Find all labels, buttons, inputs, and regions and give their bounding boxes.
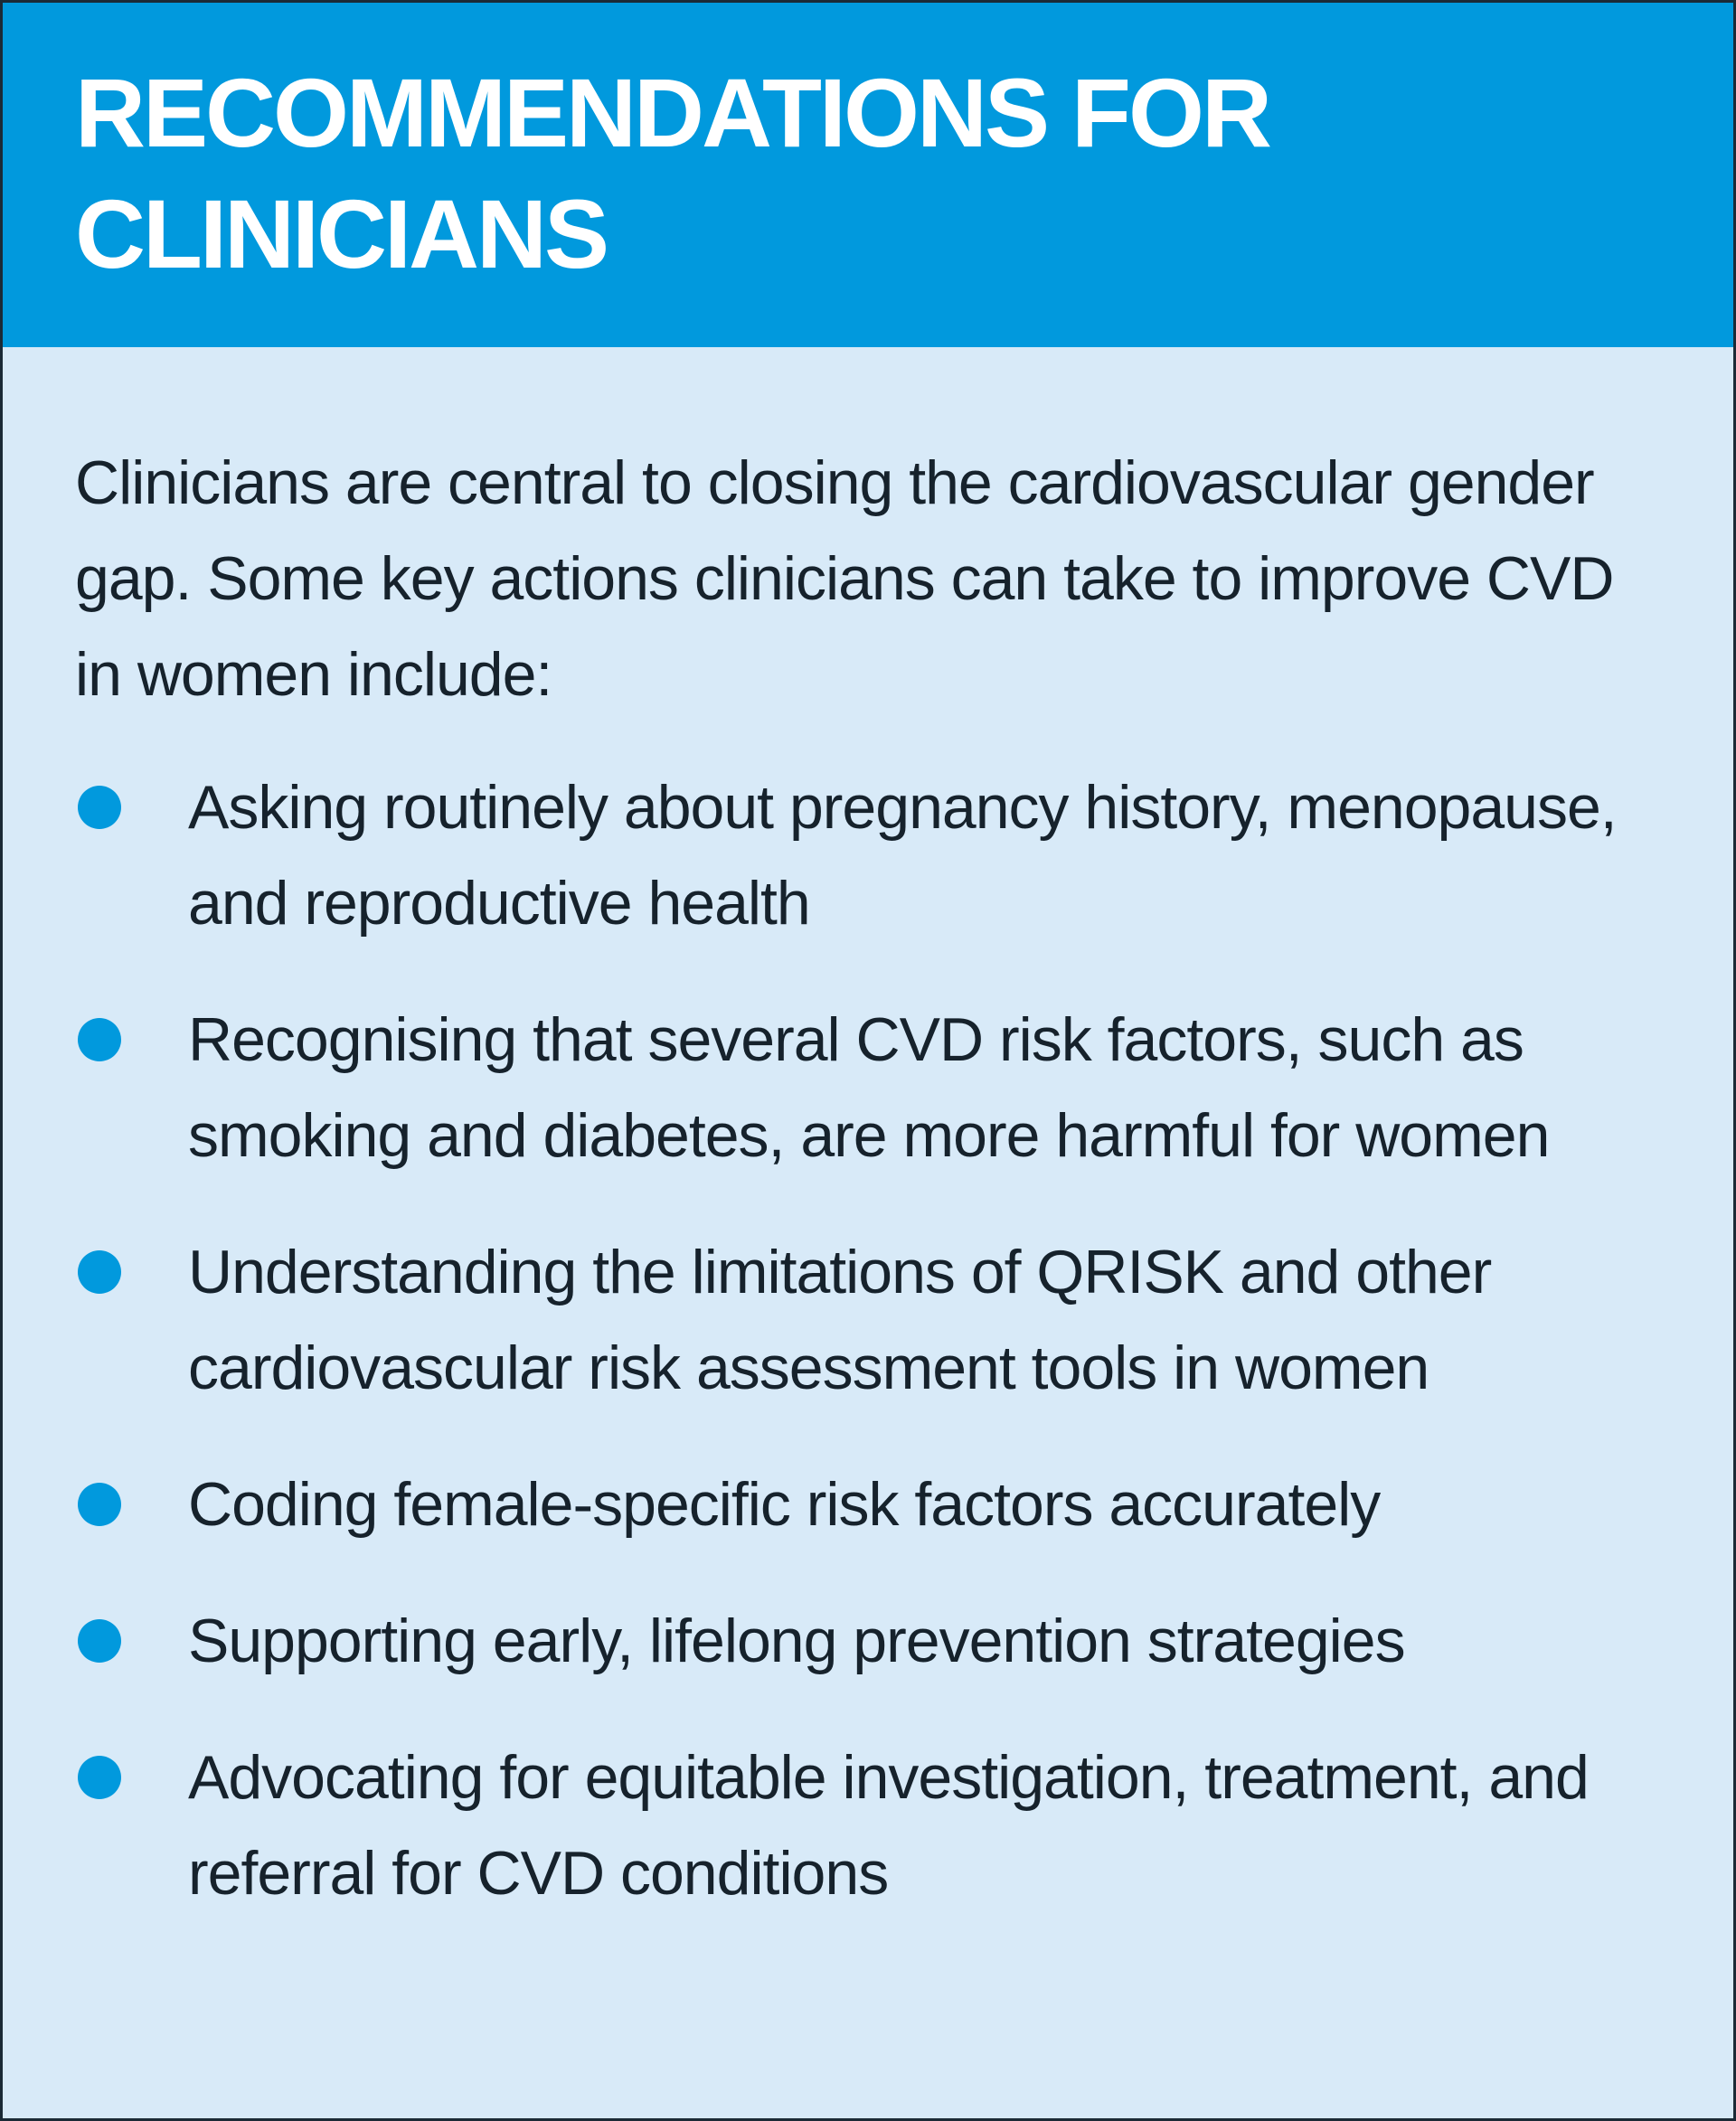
list-item [3,1224,1736,1416]
list-item-text: Recognising that several CVD risk factors, such as smoking and diabetes, are more harmful for women [188,1005,1550,1170]
list-item [3,759,1736,951]
bullet-dot-icon [78,1250,121,1294]
recommendation-list [3,759,1736,1921]
list-item-text: Coding female-specific risk factors accurately [188,1470,1381,1539]
bullet-dot-icon [78,1483,121,1526]
bullet-dot-icon [78,1619,121,1663]
bullet-dot-icon [78,1756,121,1799]
bullet-dot-icon [78,786,121,829]
list-item [3,992,1736,1183]
box-title: RECOMMENDATIONS FOR CLINICIANS [75,58,1269,288]
list-item [3,1730,1736,1921]
bullet-dot-icon [78,1018,121,1061]
list-item-text: Asking routinely about pregnancy history, menopause, and reproductive health [188,773,1617,938]
list-item-text: Understanding the limitations of QRISK and other cardiovascular risk assessment tools in women [188,1238,1492,1402]
list-item [3,1456,1736,1552]
intro-paragraph: Clinicians are central to closing the cardiovascular gender gap. Some key actions clinicians can take to improve CVD in women include: [75,448,1614,709]
header-banner [3,3,1733,347]
list-item-text: Advocating for equitable investigation, treatment, and referral for CVD conditions [188,1743,1589,1908]
list-item [3,1593,1736,1689]
list-item-text: Supporting early, lifelong prevention strategies [188,1607,1405,1675]
